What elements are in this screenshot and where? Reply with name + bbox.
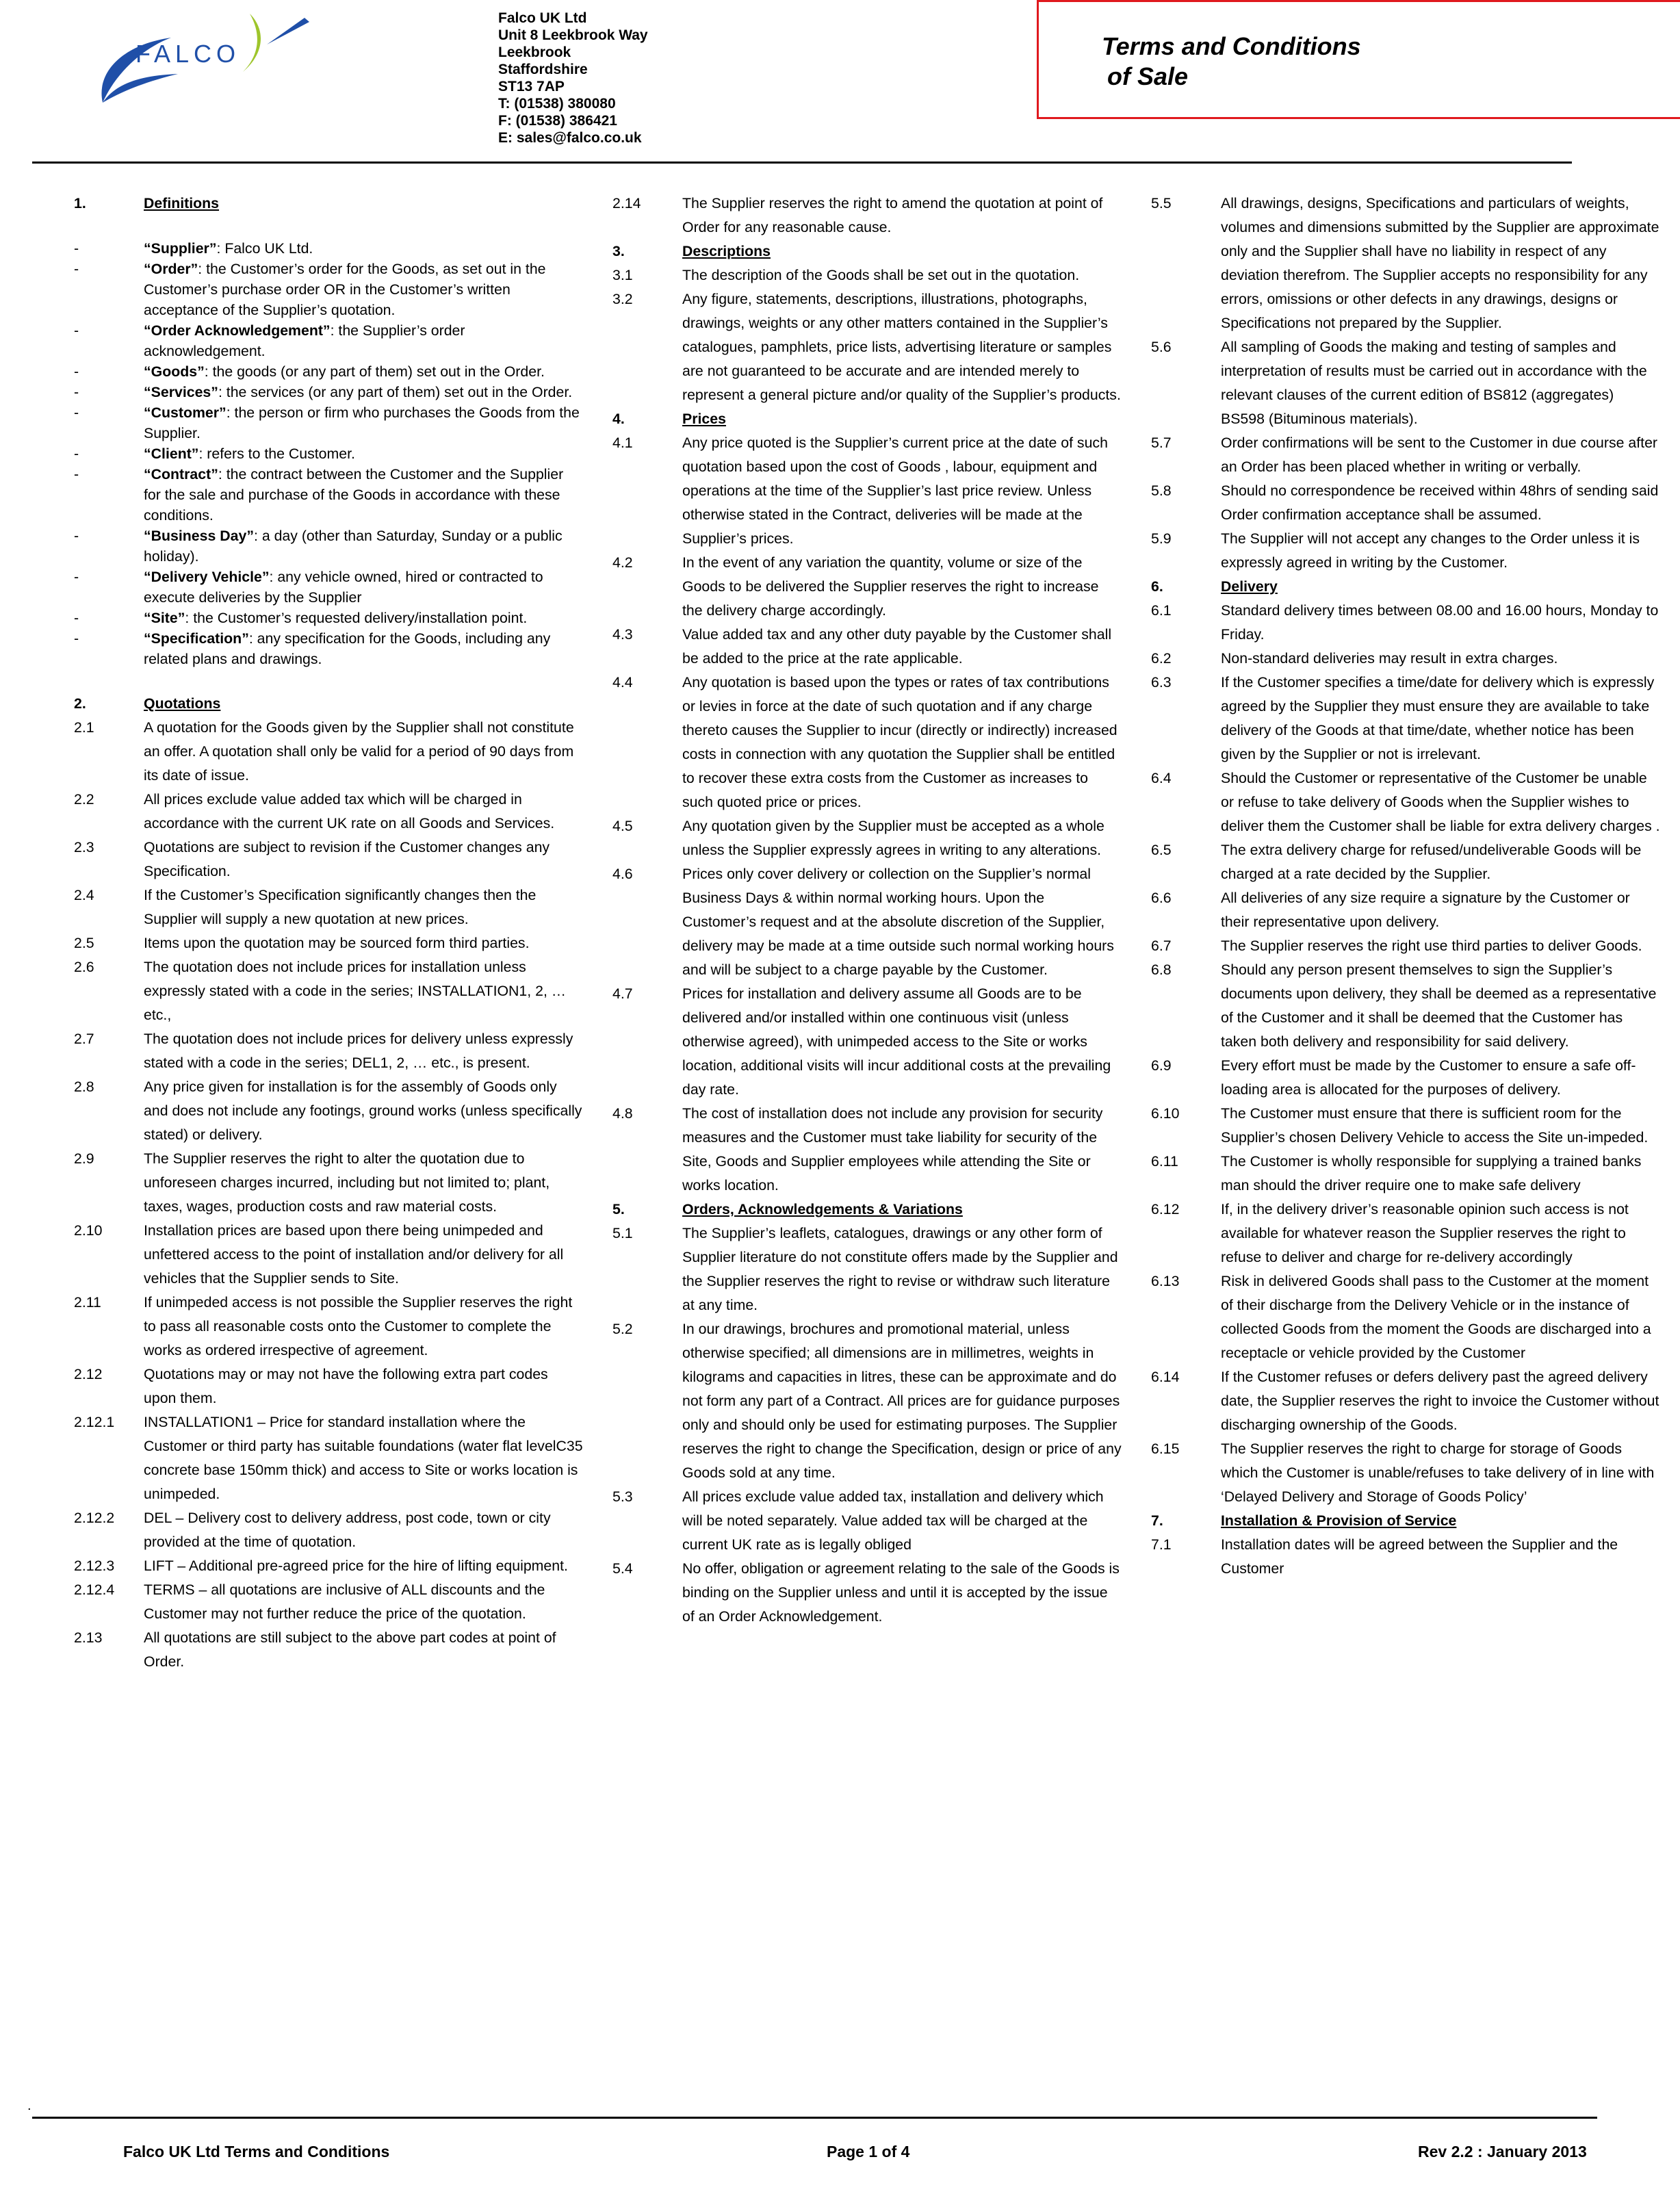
- clause-text: The quotation does not include prices for delivery unless expressly stated with a code in the series; DEL1, 2, … etc., is present.: [144, 1031, 573, 1071]
- clause: [1151, 335, 1661, 431]
- definition-item: [74, 238, 584, 259]
- defined-term: “Goods”: [144, 363, 205, 380]
- definition-body: : Falco UK Ltd.: [216, 240, 313, 257]
- clause-text: The Supplier reserves the right use third parties to deliver Goods.: [1221, 938, 1642, 954]
- definition-item: [74, 402, 584, 443]
- clause: [74, 955, 584, 1027]
- clause-number: 5.2: [612, 1321, 633, 1337]
- clause-text: LIFT – Additional pre-agreed price for the hire of lifting equipment.: [144, 1558, 568, 1574]
- clause-text: All quotations are still subject to the above part codes at point of Order.: [144, 1629, 556, 1670]
- clause-number: 4.4: [612, 674, 633, 691]
- clause-number: 4.7: [612, 985, 633, 1002]
- text-column-3: [1151, 192, 1661, 2094]
- clause-number: 6.14: [1151, 1369, 1180, 1385]
- clause-number: 4.: [612, 411, 625, 427]
- spacer: [74, 216, 584, 238]
- clause-number: 4.5: [612, 818, 633, 834]
- clause-number: 2.7: [74, 1031, 94, 1047]
- defined-term: “Specification”: [144, 630, 249, 647]
- definition-text: [144, 628, 584, 669]
- clause-number: 2.11: [74, 1294, 101, 1311]
- clause-number: 2.2: [74, 791, 94, 808]
- clause-number: 2.12.4: [74, 1582, 115, 1598]
- clause-text: Any figure, statements, descriptions, illustrations, photographs, drawings, weights or any other matters contained in the Supplier’s catalogues, pamphlets, price lists, advertising literature or samples are not guaranteed to be accurate and are intended merely to represent a general picture and/or quality of the Supplier’s products.: [682, 291, 1121, 403]
- clause-number: 1.: [74, 195, 86, 211]
- clause-number: 2.4: [74, 887, 94, 903]
- section-title: Installation & Provision of Service: [1221, 1512, 1457, 1529]
- clause-number: 2.8: [74, 1079, 94, 1095]
- clause: [612, 982, 1122, 1102]
- clause: [612, 671, 1122, 814]
- clause-text: TERMS – all quotations are inclusive of ALL discounts and the Customer may not further reduce the price of the quotation.: [144, 1582, 545, 1622]
- clause: [1151, 1102, 1661, 1150]
- definition-text: [144, 320, 584, 361]
- clause-number: 2.6: [74, 959, 94, 975]
- clause-text: A quotation for the Goods given by the Supplier shall not constitute an offer. A quotation shall only be valid for a period of 90 days from its date of issue.: [144, 719, 574, 784]
- definition-item: [74, 259, 584, 320]
- clause: [1151, 958, 1661, 1054]
- section-heading: [612, 1198, 1122, 1222]
- clause-text: DEL – Delivery cost to delivery address, post code, town or city provided at the time of quotation.: [144, 1510, 551, 1550]
- clause-text: If unimpeded access is not possible the Supplier reserves the right to pass all reasonable costs onto the Customer to complete the works as ordered irrespective of agreement.: [144, 1294, 573, 1358]
- clause: [612, 623, 1122, 671]
- clause-text: In the event of any variation the quantity, volume or size of the Goods to be delivered the Supplier reserves the right to increase the delivery charge accordingly.: [682, 554, 1099, 619]
- clause-number: -: [74, 261, 79, 277]
- definition-item: [74, 608, 584, 628]
- clause-text: In our drawings, brochures and promotional material, unless otherwise specified; all dimensions are in millimetres, weights in kilograms and capacities in litres, these can be approximate and do not form any part of a Contract. All prices are for guidance purposes only and should only be used for estimating purposes. The Supplier reserves the right to change the Specification, design or price of any Goods sold at any time.: [682, 1321, 1122, 1481]
- clause-number: -: [74, 630, 79, 647]
- clause-number: 6.2: [1151, 650, 1172, 667]
- clause-number: 6.: [1151, 578, 1163, 595]
- clause-text: Should no correspondence be received within 48hrs of sending said Order confirmation acceptance shall be assumed.: [1221, 482, 1659, 523]
- section-heading: [612, 407, 1122, 431]
- clause-number: 5.: [612, 1201, 625, 1217]
- document-title: Terms and Conditions: [1102, 32, 1361, 60]
- logo-wordmark: FALCO: [135, 40, 241, 68]
- clause: [1151, 1150, 1661, 1198]
- clause-number: 4.6: [612, 866, 633, 882]
- clause-number: 6.7: [1151, 938, 1172, 954]
- clause-text: The Supplier’s leaflets, catalogues, drawings or any other form of Supplier literature do not constitute offers made by the Supplier and the Supplier reserves the right to revise or withdraw such literature at any time.: [682, 1225, 1118, 1313]
- clause-text: Risk in delivered Goods shall pass to the Customer at the moment of their discharge from the Delivery Vehicle or in the instance of collected Goods from the moment the Goods are discharged into a receptacle or vehicle provided by the Customer: [1221, 1273, 1651, 1361]
- clause: [74, 1027, 584, 1075]
- clause: [1151, 838, 1661, 886]
- footer-dot: .: [27, 2098, 31, 2113]
- clause-number: 5.1: [612, 1225, 633, 1241]
- clause-number: 2.12.2: [74, 1510, 115, 1526]
- section-title: Prices: [682, 411, 726, 427]
- clause-number: 6.8: [1151, 961, 1172, 978]
- clause: [1151, 431, 1661, 479]
- clause-number: 4.8: [612, 1105, 633, 1122]
- clause-text: If the Customer specifies a time/date for delivery which is expressly agreed by the Supplier they must ensure they are available to take delivery of the Goods at that time/date, whether notice has been given by the Supplier or not is irrelevant.: [1221, 674, 1655, 762]
- clause-number: -: [74, 363, 79, 380]
- clause-number: -: [74, 528, 79, 544]
- address-line: Falco UK Ltd: [498, 10, 587, 26]
- page-number: Page 1 of 4: [827, 2143, 910, 2160]
- clause-text: All prices exclude value added tax which will be charged in accordance with the current UK rate on all Goods and Services.: [144, 791, 555, 831]
- defined-term: “Client”: [144, 446, 199, 462]
- document-subtitle: of Sale: [1107, 62, 1189, 90]
- section-heading: [1151, 575, 1661, 599]
- clause: [612, 814, 1122, 862]
- clause: [74, 931, 584, 955]
- clause: [612, 1485, 1122, 1557]
- clause-number: 6.12: [1151, 1201, 1180, 1217]
- clause: [612, 1102, 1122, 1198]
- clause-number: 6.1: [1151, 602, 1172, 619]
- clause-text: No offer, obligation or agreement relating to the sale of the Goods is binding on the Supplier unless and until it is accepted by the issue of an Order Acknowledgement.: [682, 1560, 1120, 1625]
- clause: [1151, 934, 1661, 958]
- definition-text: [144, 608, 584, 628]
- clause: [1151, 599, 1661, 647]
- address-line: Unit 8 Leekbrook Way: [498, 27, 648, 43]
- clause: [1151, 1269, 1661, 1365]
- clause: [1151, 1198, 1661, 1269]
- clause-text: Any price quoted is the Supplier’s current price at the date of such quotation based upon the cost of Goods , labour, equipment and operations at the time of the Supplier’s last price review. Unless otherwise stated in the Contract, deliveries will be made at the Supplier’s prices.: [682, 435, 1108, 547]
- clause-text: All sampling of Goods the making and testing of samples and interpretation of results must be carried out in accordance with the relevant clauses of the current edition of BS812 (aggregates) BS598 (Bituminous materials).: [1221, 339, 1647, 427]
- clause-text: INSTALLATION1 – Price for standard installation where the Customer or third party has suitable foundations (water flat levelC35 concrete base 150mm thick) and access to Site or works location is unimpeded.: [144, 1414, 583, 1502]
- definition-text: [144, 443, 584, 464]
- clause-text: Standard delivery times between 08.00 and 16.00 hours, Monday to Friday.: [1221, 602, 1659, 643]
- clause-number: 2.12: [74, 1366, 103, 1382]
- clause-text: The Supplier reserves the right to charge for storage of Goods which the Customer is unable/refuses to take delivery of in line with ‘Delayed Delivery and Storage of Goods Policy’: [1221, 1441, 1655, 1505]
- clause-text: All drawings, designs, Specifications and particulars of weights, volumes and dimensions submitted by the Supplier are approximate only and the Supplier shall have no liability in respect of any deviation therefrom. The Supplier accepts no responsibility for any errors, omissions or other defects in any drawings, designs or Specifications not prepared by the Supplier.: [1221, 195, 1659, 331]
- clause-text: Prices for installation and delivery assume all Goods are to be delivered and/or installed within one continuous visit (unless otherwise agreed), with unimpeded access to the Site or works location, additional visits will incur additional costs at the prevailing day rate.: [682, 985, 1111, 1098]
- footer-left: Falco UK Ltd Terms and Conditions: [123, 2143, 390, 2160]
- clause: [1151, 766, 1661, 838]
- clause-number: 6.5: [1151, 842, 1172, 858]
- clause-text: Should the Customer or representative of the Customer be unable or refuse to take delivery of Goods when the Supplier wishes to deliver them the Customer shall be liable for extra delivery charges .: [1221, 770, 1660, 834]
- clause-number: 6.11: [1151, 1153, 1178, 1170]
- clause: [612, 862, 1122, 982]
- definition-item: [74, 443, 584, 464]
- definition-item: [74, 382, 584, 402]
- clause-text: All prices exclude value added tax, installation and delivery which will be noted separately. Value added tax will be charged at the current UK rate as is legally obliged: [682, 1488, 1104, 1553]
- clause-text: Any quotation is based upon the types or rates of tax contributions or levies in force at the date of such quotation and if any charge thereto causes the Supplier to incur (directly or indirectly) increased costs in connection with any quotation the Supplier shall be entitled to recover these extra costs from the Customer as increases to such quoted price or prices.: [682, 674, 1117, 810]
- fax-line: F: (01538) 386421: [498, 113, 617, 129]
- definition-text: [144, 567, 584, 608]
- clause-text: The description of the Goods shall be set out in the quotation.: [682, 267, 1080, 283]
- revision-label: Rev 2.2 : January 2013: [1418, 2143, 1587, 2160]
- clause: [74, 836, 584, 883]
- defined-term: “Supplier”: [144, 240, 217, 257]
- clause-number: 6.10: [1151, 1105, 1180, 1122]
- address-line: ST13 7AP: [498, 79, 565, 94]
- clause: [612, 287, 1122, 407]
- clause-text: Quotations are subject to revision if the Customer changes any Specification.: [144, 839, 550, 879]
- footer-divider: [32, 2117, 1597, 2119]
- section-title: Descriptions: [682, 243, 771, 259]
- clause-number: 7.1: [1151, 1536, 1172, 1553]
- section-heading: [612, 240, 1122, 263]
- clause-number: 2.12.1: [74, 1414, 115, 1430]
- clause-text: If the Customer’s Specification significantly changes then the Supplier will supply a new quotation at new prices.: [144, 887, 537, 927]
- clause-number: 2.14: [612, 195, 641, 211]
- clause-text: Value added tax and any other duty payable by the Customer shall be added to the price at the rate applicable.: [682, 626, 1112, 667]
- clause-number: 4.1: [612, 435, 633, 451]
- clause: [74, 1363, 584, 1410]
- clause: [612, 192, 1122, 240]
- clause-number: 2.9: [74, 1150, 94, 1167]
- text-column-1: [74, 192, 584, 2094]
- section-title: Definitions: [144, 195, 220, 211]
- clause-number: 7.: [1151, 1512, 1163, 1529]
- definition-text: [144, 526, 584, 567]
- clause-number: 4.2: [612, 554, 633, 571]
- clause-text: The Supplier reserves the right to alter the quotation due to unforeseen charges incurred, including but not limited to; plant, taxes, wages, production costs and raw material costs.: [144, 1150, 550, 1215]
- defined-term: “Site”: [144, 610, 185, 626]
- clause: [74, 1506, 584, 1554]
- clause: [74, 1410, 584, 1506]
- clause-text: The Supplier will not accept any changes to the Order unless it is expressly agreed in writing by the Customer.: [1221, 530, 1640, 571]
- clause-text: Prices only cover delivery or collection on the Supplier’s normal Business Days & within normal working hours. Upon the Customer’s request and at the absolute discretion of the Supplier, delivery may be made at a time outside such normal working hours and will be subject to a charge payable by the Customer.: [682, 866, 1114, 978]
- definition-text: [144, 402, 584, 443]
- clause-number: -: [74, 569, 79, 585]
- clause-number: 2.10: [74, 1222, 103, 1239]
- definition-body: : a day (other than Saturday, Sunday or a public holiday).: [144, 528, 563, 565]
- definition-body: : the goods (or any part of them) set out in the Order.: [204, 363, 545, 380]
- definition-body: : any vehicle owned, hired or contracted to execute deliveries by the Supplier: [144, 569, 543, 606]
- clause-text: If, in the delivery driver’s reasonable opinion such access is not available for whatever reason the Supplier reserves the right to refuse to deliver and charge for re-delivery accordingly: [1221, 1201, 1629, 1265]
- clause-text: Items upon the quotation may be sourced form third parties.: [144, 935, 530, 951]
- clause-text: Installation prices are based upon there being unimpeded and unfettered access to the point of installation and/or delivery for all vehicles that the Supplier sends to Site.: [144, 1222, 564, 1287]
- clause-number: 5.7: [1151, 435, 1172, 451]
- section-heading: [74, 192, 584, 216]
- clause-text: Quotations may or may not have the following extra part codes upon them.: [144, 1366, 548, 1406]
- clause-number: -: [74, 610, 79, 626]
- clause-number: 6.13: [1151, 1273, 1180, 1289]
- clause: [612, 1557, 1122, 1629]
- clause: [612, 1222, 1122, 1317]
- clause: [74, 1075, 584, 1147]
- spacer: [74, 669, 584, 692]
- clause-text: The Supplier reserves the right to amend the quotation at point of Order for any reasonable cause.: [682, 195, 1103, 235]
- clause: [612, 431, 1122, 551]
- clause: [612, 1317, 1122, 1485]
- clause-number: 6.4: [1151, 770, 1172, 786]
- clause: [74, 1578, 584, 1626]
- clause-number: 6.15: [1151, 1441, 1180, 1457]
- section-title: Delivery: [1221, 578, 1278, 595]
- clause: [74, 1147, 584, 1219]
- definition-body: : the services (or any part of them) set out in the Order.: [218, 384, 573, 400]
- definition-item: [74, 361, 584, 382]
- clause-number: 4.3: [612, 626, 633, 643]
- clause-number: 2.: [74, 695, 86, 712]
- definition-body: : the contract between the Customer and the Supplier for the sale and purchase of the Goods in accordance with these conditions.: [144, 466, 564, 524]
- clause-text: The Customer must ensure that there is sufficient room for the Supplier’s chosen Delivery Vehicle to access the Site un-impeded.: [1221, 1105, 1649, 1146]
- clause-number: 3.: [612, 243, 625, 259]
- clause-number: -: [74, 404, 79, 421]
- clause-number: -: [74, 446, 79, 462]
- clause: [612, 551, 1122, 623]
- clause: [74, 716, 584, 788]
- definition-body: : the Customer’s order for the Goods, as set out in the Customer’s purchase order OR in the Customer’s written acceptance of the Supplier’s quotation.: [144, 261, 546, 318]
- defined-term: “Contract”: [144, 466, 218, 482]
- definition-item: [74, 567, 584, 608]
- definition-body: : refers to the Customer.: [198, 446, 355, 462]
- clause-number: 5.4: [612, 1560, 633, 1577]
- clause-text: Installation dates will be agreed between the Supplier and the Customer: [1221, 1536, 1618, 1577]
- section-heading: [1151, 1509, 1661, 1533]
- defined-term: “Order”: [144, 261, 198, 277]
- clause: [612, 263, 1122, 287]
- company-address: [498, 10, 648, 146]
- clause-text: Should any person present themselves to sign the Supplier’s documents upon delivery, they shall be deemed as a representative of the Customer and it shall be deemed that the Customer has taken both delivery and responsibility for said delivery.: [1221, 961, 1657, 1050]
- defined-term: “Delivery Vehicle”: [144, 569, 270, 585]
- company-logo: [96, 7, 322, 109]
- section-heading: [74, 692, 584, 716]
- definition-item: [74, 464, 584, 526]
- text-column-2: [612, 192, 1122, 2094]
- definition-text: [144, 382, 584, 402]
- phone-line: T: (01538) 380080: [498, 96, 616, 112]
- definition-item: [74, 320, 584, 361]
- clause: [74, 1554, 584, 1578]
- clause-number: -: [74, 240, 79, 257]
- clause-text: The quotation does not include prices for installation unless expressly stated with a code in the series; INSTALLATION1, 2, … etc.,: [144, 959, 567, 1023]
- clause-number: 6.9: [1151, 1057, 1172, 1074]
- clause-number: 2.13: [74, 1629, 103, 1646]
- defined-term: “Order Acknowledgement”: [144, 322, 331, 339]
- clause-number: 5.5: [1151, 195, 1172, 211]
- definition-text: [144, 238, 584, 259]
- definition-text: [144, 464, 584, 526]
- clause-number: 2.3: [74, 839, 94, 855]
- clause-number: -: [74, 322, 79, 339]
- section-title: Orders, Acknowledgements & Variations: [682, 1201, 963, 1217]
- header-divider: [32, 162, 1572, 164]
- clause: [1151, 479, 1661, 527]
- defined-term: “Services”: [144, 384, 218, 400]
- clause-number: 2.5: [74, 935, 94, 951]
- clause-text: The extra delivery charge for refused/undeliverable Goods will be charged at a rate decided by the Supplier.: [1221, 842, 1642, 882]
- clause: [1151, 527, 1661, 575]
- definition-body: : any specification for the Goods, including any related plans and drawings.: [144, 630, 551, 667]
- clause-text: The Customer is wholly responsible for supplying a trained banks man should the driver require one to make safe delivery: [1221, 1153, 1642, 1193]
- clause-number: 2.1: [74, 719, 94, 736]
- clause-number: -: [74, 384, 79, 400]
- definition-body: : the person or firm who purchases the Goods from the Supplier.: [144, 404, 580, 441]
- clause: [1151, 1054, 1661, 1102]
- clause-text: Any quotation given by the Supplier must be accepted as a whole unless the Supplier expressly agrees in writing to any alterations.: [682, 818, 1104, 858]
- clause: [74, 1291, 584, 1363]
- clause-text: The cost of installation does not include any provision for security measures and the Customer must take liability for security of the Site, Goods and Supplier employees while attending the Site or works location.: [682, 1105, 1103, 1193]
- clause: [1151, 192, 1661, 335]
- section-title: Quotations: [144, 695, 221, 712]
- address-line: Leekbrook: [498, 44, 571, 60]
- definition-body: : the Supplier’s order acknowledgement.: [144, 322, 465, 359]
- defined-term: “Business Day”: [144, 528, 254, 544]
- clause: [1151, 1437, 1661, 1509]
- clause-number: 2.12.3: [74, 1558, 115, 1574]
- clause-number: 5.6: [1151, 339, 1172, 355]
- email-line: E: sales@falco.co.uk: [498, 130, 642, 146]
- clause: [1151, 647, 1661, 671]
- clause-number: -: [74, 466, 79, 482]
- clause: [74, 1626, 584, 1674]
- definition-body: : the Customer’s requested delivery/installation point.: [185, 610, 528, 626]
- clause-number: 5.9: [1151, 530, 1172, 547]
- clause-text: If the Customer refuses or defers delivery past the agreed delivery date, the Supplier reserves the right to invoice the Customer without discharging ownership of the Goods.: [1221, 1369, 1659, 1433]
- clause: [1151, 886, 1661, 934]
- definition-item: [74, 526, 584, 567]
- clause: [1151, 1365, 1661, 1437]
- clause: [74, 883, 584, 931]
- clause-number: 3.1: [612, 267, 633, 283]
- clause-text: Every effort must be made by the Customer to ensure a safe off-loading area is allocated for the purposes of delivery.: [1221, 1057, 1636, 1098]
- clause-number: 6.3: [1151, 674, 1172, 691]
- clause-number: 5.3: [612, 1488, 633, 1505]
- clause-text: All deliveries of any size require a signature by the Customer or their representative upon delivery.: [1221, 890, 1630, 930]
- clause-number: 3.2: [612, 291, 633, 307]
- clause: [1151, 1533, 1661, 1581]
- address-line: Staffordshire: [498, 62, 588, 77]
- clause: [1151, 671, 1661, 766]
- clause-number: 5.8: [1151, 482, 1172, 499]
- clause-number: 6.6: [1151, 890, 1172, 906]
- clause-text: Non-standard deliveries may result in extra charges.: [1221, 650, 1558, 667]
- definition-text: [144, 259, 584, 320]
- definition-item: [74, 628, 584, 669]
- definition-text: [144, 361, 584, 382]
- clause-text: Order confirmations will be sent to the Customer in due course after an Order has been placed whether in writing or verbally.: [1221, 435, 1658, 475]
- clause: [74, 1219, 584, 1291]
- clause-text: Any price given for installation is for the assembly of Goods only and does not include any footings, ground works (unless specifically stated) or delivery.: [144, 1079, 582, 1143]
- clause: [74, 788, 584, 836]
- defined-term: “Customer”: [144, 404, 227, 421]
- title-box: [1037, 0, 1680, 119]
